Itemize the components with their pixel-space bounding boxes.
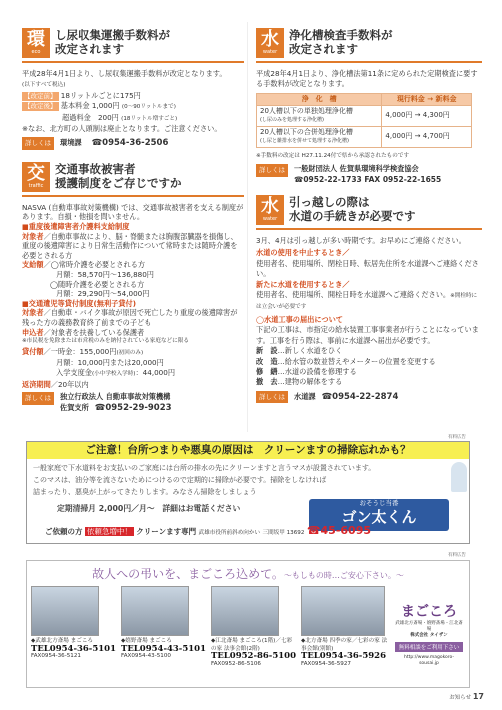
urgent-badge: 依頼急増中！	[86, 527, 132, 536]
row-fee: 4,000円 → 4,700円	[382, 126, 472, 147]
label: 申込者	[22, 327, 44, 337]
section-heading	[256, 195, 482, 230]
title-line-2: 水道の手続きが必要です	[289, 209, 416, 224]
section-heading	[22, 162, 244, 197]
branch	[31, 638, 117, 661]
title-line-1: 引っ越しの際は	[289, 195, 370, 210]
order-line	[45, 524, 371, 537]
brand-sub: 武雄北方斎場・嬉野斎場・江北斎場	[395, 621, 463, 632]
intro-text: NASVA (自動車事故対策機構) では、交通事故被害者を支える制度があります。自損・他損を問いません。	[22, 202, 244, 222]
value: ／◯常時介護を必要とされる方	[43, 260, 146, 270]
note: ※なお、北方町の人頭制は廃止となります。ご注意ください。	[22, 124, 222, 134]
section-heading	[256, 28, 482, 63]
free-consult: 無料相談をご利用下さい	[395, 642, 463, 652]
hall-photo	[301, 586, 385, 636]
mascot-name: ゴン太くん	[341, 508, 417, 526]
org: 水道課	[294, 391, 316, 401]
extra-fee: 超過料金 200円	[62, 112, 119, 122]
mascot-sub: おそうじ当番	[359, 499, 399, 507]
new-label: 【改定後】	[24, 102, 57, 111]
order-label: ご依頼の方	[45, 527, 83, 536]
specialty: クリーンます専門	[136, 527, 197, 536]
branch-name: ◆北方斎場 四季の家／七彩の家 法事会館(別館)	[301, 638, 388, 652]
ad-cleaning	[26, 441, 470, 544]
title-line-1: 交通事故被害者	[55, 161, 136, 176]
section-title	[55, 162, 182, 190]
header-cell: 現行料金 → 新料金	[382, 93, 472, 105]
item-value: …給水管の数並替えやメーターの位置を変更する	[277, 356, 436, 366]
body-text	[22, 203, 244, 389]
value: ／自動車事故により、脳・脊髄または胸腹部臓器を損傷し、重度の後遺障害により日常生活動作について常時または随時介護を必要とされる方	[22, 231, 238, 260]
label: 対象者	[22, 308, 44, 318]
ad-headline: ご注意！台所つまりや悪臭の原因は クリーンますの掃除忘れかも？	[27, 442, 469, 459]
row-sub: (し尿と雑排水を併せて処理する浄化槽)	[260, 137, 349, 144]
paid-ad-label: 有料広告	[448, 435, 466, 440]
branch-name: ◆江北斎場 まごころ(1階)／七彩の家 法事会館(2階)	[211, 638, 293, 652]
phone[interactable]: ☎0954-36-2506	[91, 138, 169, 149]
basic-fee: 基本料金 1,000円	[60, 101, 120, 111]
brand-block	[395, 581, 463, 686]
value: 使用者名、使用場所、閉栓日時、転居先住所を水道課へご連絡ください。	[256, 258, 479, 279]
item-value: …新しく水道をひく	[277, 346, 343, 356]
kanji-en: traffic	[28, 182, 44, 189]
value: ／一時金：155,000円	[43, 346, 117, 356]
branch-fax: FAX0954-36-5121	[31, 653, 81, 659]
label: 対象者	[22, 231, 44, 241]
org: 独立行政法人 自動車事故対策機構	[60, 392, 171, 402]
title-line-2: 援護制度をご存じですか	[55, 175, 182, 190]
company-name: 株式会社 タイザン	[410, 633, 448, 638]
mascot-icon	[451, 462, 467, 492]
table-row	[257, 105, 472, 126]
body-text	[256, 236, 482, 388]
title-line-1: し尿収集運搬手数料が	[55, 28, 170, 42]
fee-table	[256, 93, 472, 148]
info-label: 詳しくは	[22, 137, 54, 149]
item-value: …建物の解体をする	[277, 377, 343, 387]
subheading-stop: 水道の使用を中止するとき／	[256, 248, 350, 258]
works-list	[256, 346, 482, 388]
ad-text: このマスは、油分等を流さないためにつけるので定期的に掃除が必要です。掃除をしなければ	[33, 476, 327, 484]
note: (小中学校入学時)	[91, 370, 136, 377]
item-value: …水道の設備を修理する	[277, 366, 357, 376]
branch-fax: FAX0954-43-5100	[121, 653, 171, 659]
branch	[301, 638, 391, 668]
kanji-en: water	[262, 49, 278, 55]
basic-note: (0〜90リットルまで)	[121, 104, 176, 111]
value: 月額：58,570円〜136,880円	[56, 270, 154, 279]
label: 貸付額	[22, 346, 44, 356]
kanji: 交	[27, 162, 45, 184]
contact	[256, 164, 482, 185]
body-text	[22, 69, 244, 134]
title-line-1: 浄化槽検査手数料が	[289, 28, 393, 42]
value: 入学支度金	[56, 367, 92, 377]
item-key: 改 造	[256, 356, 278, 366]
section-heading	[22, 28, 244, 63]
table-header	[257, 93, 472, 105]
kanji-en: water	[262, 216, 278, 223]
water-icon	[256, 28, 284, 58]
value: ◯随時介護を必要とされる方	[50, 279, 145, 289]
tax-note: (以下すべて税込)	[22, 82, 66, 89]
location: 武雄市役所前斜め向かい	[198, 530, 261, 536]
headline-main: 故人への弔いを、まごころ込めて。	[92, 567, 284, 581]
contact	[256, 391, 482, 403]
row-fee: 4,000円 → 4,300円	[382, 105, 472, 126]
section-title	[289, 195, 416, 223]
water-icon	[256, 195, 284, 225]
row-sub: (し尿のみを処理する浄化槽)	[260, 116, 324, 123]
branch-phone[interactable]: TEL0954-43-5101	[121, 643, 206, 654]
brand-url[interactable]: http://www.magokoro-sousai.jp	[403, 655, 454, 666]
section-water-moving	[256, 195, 482, 403]
item-key: 新 設	[256, 346, 278, 356]
ad-text: 詰まったり、悪臭が上がってきたりします。みなさん掃除をしましょう	[33, 488, 257, 496]
branch-fax: FAX0952-86-5106	[211, 660, 261, 667]
right-column	[256, 28, 482, 403]
intro-text: 平成28年4月1日より、し尿収集運搬手数料が改定となります。	[22, 69, 227, 78]
extra-note: (18リットル増すごと)	[121, 115, 178, 122]
ad-headline	[27, 565, 469, 582]
branch-fax: FAX0954-36-5927	[301, 660, 351, 667]
left-column	[22, 28, 244, 413]
section-septic-fee	[256, 28, 482, 185]
ad-funeral	[26, 560, 470, 688]
title-line-2: 改定されます	[289, 42, 358, 56]
list-item	[256, 377, 482, 387]
org: 環境課	[60, 138, 82, 148]
item-key: 撤 去	[256, 377, 278, 387]
branch-phone[interactable]: TEL0954-36-5926	[301, 651, 386, 661]
list-item	[256, 346, 482, 356]
subheading-care: ■重度後遺障害者介護料支給制度	[22, 222, 130, 232]
label: 返済期間	[22, 379, 51, 389]
row-name: 20人槽以下の単独処理浄化槽	[260, 106, 353, 115]
contact	[22, 137, 244, 149]
value: 使用者名、使用場所、開栓日時を水道課へご連絡ください。	[256, 290, 451, 300]
hall-photo	[31, 586, 99, 636]
kanji: 水	[261, 196, 279, 218]
org: 一般財団法人 佐賀県環境科学検査協会	[294, 164, 419, 174]
eco-icon	[22, 28, 50, 58]
value: 月額：10,000円または20,000円	[56, 358, 164, 368]
item-key: 修 繕	[256, 366, 278, 376]
price-text: 定期清掃月 2,000円／月〜 詳細はお電話ください	[57, 504, 241, 513]
note: ※手数料の改定は H27.11.24付で県から承認されたものです	[256, 152, 410, 159]
phone[interactable]: ☎0952-22-1733 FAX 0952-22-1655	[294, 174, 442, 184]
title-line-2: 改定されます	[55, 42, 124, 56]
footer-label: お知らせ	[449, 695, 472, 701]
value: 月額：29,290円〜54,000円	[56, 289, 150, 299]
table-row	[257, 126, 472, 147]
row-name: 20人槽以下の合併処理浄化槽	[260, 127, 353, 136]
section-title	[55, 28, 170, 56]
branch-phone[interactable]: TEL0954-36-5101	[31, 643, 116, 654]
branch-phone[interactable]: TEL0952-86-5100	[211, 651, 296, 661]
address: 三間坂甲 13692	[262, 530, 305, 536]
traffic-icon	[22, 162, 50, 192]
paid-ad-label: 有料広告	[448, 553, 466, 558]
page-footer	[449, 692, 484, 701]
page-number: 17	[472, 692, 484, 701]
section-human-waste-fee	[22, 28, 244, 150]
branch-name: ◆嬉野斎場 まごころ	[121, 638, 172, 644]
list-item	[256, 357, 482, 367]
branch	[211, 638, 297, 668]
header-cell: 浄 化 槽	[257, 93, 382, 105]
hall-photo	[121, 586, 189, 636]
value: ／自動車・バイク事故が原因で死亡したり重度の後遺障害が残った方の義務教育終了前までの子ども	[22, 308, 238, 327]
section-traffic-support	[22, 162, 244, 413]
intro-text: 3月、4月は引っ越しが多い時期です。お早めにご連絡ください。	[256, 236, 466, 246]
brand-logo: まごころ	[401, 604, 457, 620]
old-value: 18リットルごとに175円	[60, 90, 141, 100]
hall-photo	[211, 586, 279, 636]
value: ／20年以内	[50, 379, 89, 389]
kanji-en: eco	[31, 49, 41, 55]
intro-text: 平成28年4月1日より、浄化槽法第11条に定められた定期検査に要する手数料が改定となります。	[256, 69, 478, 89]
info-label: 詳しくは	[256, 164, 288, 176]
branch-name: ◆武雄北方斎場 まごころ	[31, 638, 94, 644]
phone[interactable]: ☎0954-22-2874	[321, 391, 399, 402]
subheading-works: ◯水道工事の届出について	[256, 314, 343, 324]
ad-text: 一般家庭で下水道料をお支払いのご家庭には台所の排水の先にクリーンますと言うマスが設置されています。	[33, 464, 376, 472]
value: ：44,000円	[135, 367, 176, 377]
value: ／対象者を扶養している保護者	[43, 327, 145, 337]
headline-sub: 〜もしもの時…ご安心下さい。〜	[283, 571, 404, 580]
subheading-start: 新たに水道を使用するとき／	[256, 279, 350, 289]
section-title	[289, 28, 393, 56]
branch	[121, 638, 207, 661]
kanji: 水	[261, 29, 279, 50]
label: 支給額	[22, 260, 44, 270]
phone[interactable]: ☎45-6095	[306, 524, 372, 537]
note: ※市民税を免除または市営税のみを納付されている家庭などに限る	[22, 338, 189, 345]
info-label: 詳しくは	[22, 392, 54, 404]
contact	[22, 392, 244, 413]
column-divider	[247, 22, 248, 432]
value: 下記の工事は、市指定の給水装置工事事業者が行うことになっています。工事を行う際は、事前に水道課へ届出が必要です。	[256, 325, 479, 345]
info-label: 詳しくは	[256, 391, 288, 403]
note: (初回のみ)	[116, 349, 144, 356]
list-item	[256, 367, 482, 377]
org-branch: 佐賀支所	[60, 402, 89, 412]
subheading-loan: ■交通遺児等貸付制度(無利子貸付)	[22, 298, 136, 308]
phone[interactable]: ☎0952-29-9023	[94, 402, 172, 413]
old-label: 【改定前】	[24, 91, 57, 100]
note: ※開栓時には立会いが必要です	[256, 293, 478, 311]
kanji: 環	[27, 29, 45, 50]
